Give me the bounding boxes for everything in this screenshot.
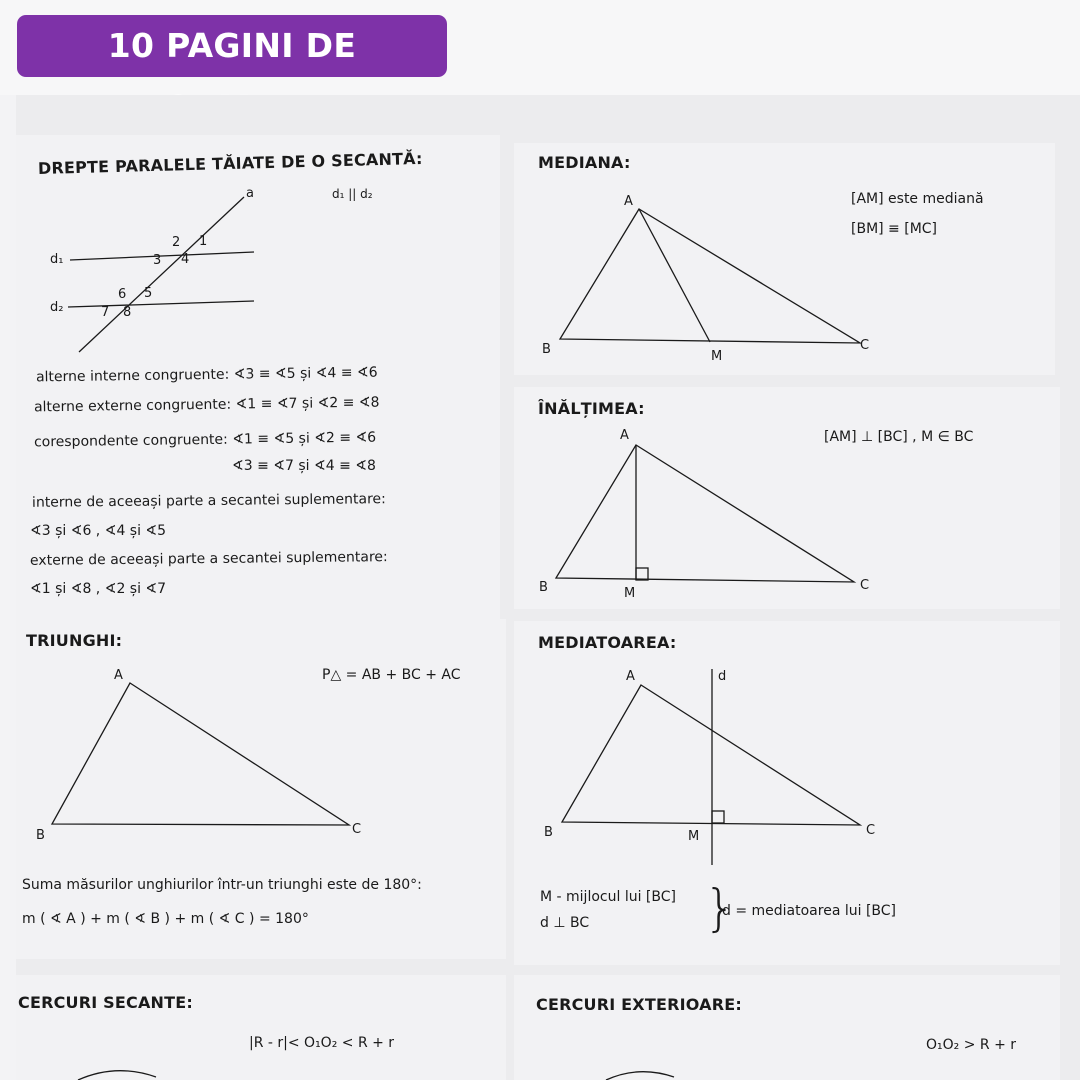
right-angle-mark [712, 811, 724, 823]
corresponding-1: corespondente congruente: ∢1 ≡ ∢5 și ∢2 ≡ ∢6 [33, 429, 377, 451]
midpoint-condition: M - mijlocul lui [BC] [540, 889, 676, 905]
angle-label-2: 2 [172, 235, 181, 250]
panel-title: CERCURI EXTERIOARE: [536, 995, 742, 1014]
panel-title: ÎNĂLȚIMEA: [538, 399, 645, 418]
parallel-lines-figure [16, 135, 500, 375]
parallel-relation: d₁ || d₂ [332, 187, 373, 201]
angle-label-6: 6 [118, 287, 127, 302]
vertex-b: B [539, 580, 548, 595]
panel-triangle [16, 619, 506, 959]
exterior-circles-figure [514, 975, 1060, 1080]
angle-label-4: 4 [181, 252, 190, 267]
angle-label-5: 5 [144, 286, 153, 301]
label-d: d [718, 669, 727, 684]
vertex-a: A [114, 668, 123, 683]
median-segment [639, 209, 710, 342]
bisector-triangle [562, 685, 860, 825]
triangle [52, 683, 349, 825]
secant-circles-figure [16, 975, 506, 1080]
label-d1: d₁ [50, 252, 64, 267]
vertex-b: B [544, 825, 553, 840]
median-figure [514, 143, 1055, 375]
panel-title: TRIUNGHI: [26, 631, 123, 650]
angle-label-3: 3 [153, 253, 162, 268]
vertex-c: C [866, 823, 876, 838]
line-d2 [68, 301, 254, 307]
secant-circles-formula: |R - r|< O₁O₂ < R + r [249, 1035, 395, 1051]
panel-parallel-lines [16, 135, 500, 635]
exterior-circles-formula: O₁O₂ > R + r [926, 1037, 1017, 1053]
vertex-c: C [860, 338, 870, 353]
vertex-b: B [542, 342, 551, 357]
panel-title: MEDIATOAREA: [538, 633, 677, 652]
vertex-a: A [626, 669, 635, 684]
vertex-a: A [624, 194, 633, 209]
panel-title: MEDIANA: [538, 153, 631, 172]
panel-secant-circles [16, 975, 506, 1080]
panel-title: DREPTE PARALELE TĂIATE DE O SECANTĂ: [37, 148, 423, 178]
label-a: a [246, 186, 254, 201]
angle-sum-formula: m ( ∢ A ) + m ( ∢ B ) + m ( ∢ C ) = 180° [22, 911, 309, 927]
altitude-triangle [556, 445, 854, 582]
panel-exterior-circles [514, 975, 1060, 1080]
median-triangle [560, 209, 860, 343]
bisector-figure [514, 621, 1060, 881]
right-angle-mark [636, 568, 648, 580]
altitude-definition: [AM] ⊥ [BC] , M ∈ BC [824, 429, 974, 445]
point-m: M [711, 349, 723, 364]
banner-title: 10 PAGINI DE [17, 15, 447, 77]
exterior-same-side: externe de aceeași parte a secantei suplementare: [29, 549, 388, 569]
angle-label-1: 1 [199, 234, 208, 249]
panel-altitude [514, 387, 1060, 609]
alternate-interior: alterne interne congruente: ∢3 ≡ ∢5 și ∢4 ≡ ∢6 [35, 364, 378, 386]
median-congruence: [BM] ≡ [MC] [851, 221, 938, 237]
triangle-figure [16, 619, 506, 859]
angle-label-8: 8 [123, 305, 132, 320]
angle-label-7: 7 [101, 305, 110, 320]
bisector-result: d = mediatoarea lui [BC] [722, 903, 897, 919]
panel-median [514, 143, 1055, 375]
panel-perpendicular-bisector [514, 621, 1060, 965]
altitude-figure [514, 387, 1060, 609]
circle-arc [78, 1071, 156, 1080]
brace-symbol: } [704, 879, 736, 937]
formula-page [16, 95, 1080, 1080]
point-m: M [688, 829, 700, 844]
corresponding-2: ∢3 ≡ ∢7 și ∢4 ≡ ∢8 [232, 458, 376, 474]
exterior-same-side-pairs: ∢1 și ∢8 , ∢2 și ∢7 [30, 581, 167, 597]
perimeter-formula: P△ = AB + BC + AC [322, 667, 461, 683]
panel-title: CERCURI SECANTE: [18, 993, 193, 1012]
median-definition: [AM] este mediană [851, 191, 984, 207]
interior-same-side: interne de aceeași parte a secantei suplementare: [31, 491, 386, 511]
point-m: M [624, 586, 636, 601]
interior-same-side-pairs: ∢3 și ∢6 , ∢4 și ∢5 [30, 523, 167, 539]
alternate-exterior: alterne externe congruente: ∢1 ≡ ∢7 și ∢2 ≡ ∢8 [33, 394, 380, 416]
perpendicular-condition: d ⊥ BC [540, 915, 590, 931]
secant-line-a [79, 197, 244, 352]
vertex-c: C [352, 822, 362, 837]
vertex-c: C [860, 578, 870, 593]
angle-sum-text: Suma măsurilor unghiurilor într-un triunghi este de 180°: [22, 877, 422, 893]
line-d1 [70, 252, 254, 260]
label-d2: d₂ [50, 300, 64, 315]
vertex-a: A [620, 428, 629, 443]
vertex-b: B [36, 828, 45, 843]
circle-arc [606, 1072, 674, 1080]
